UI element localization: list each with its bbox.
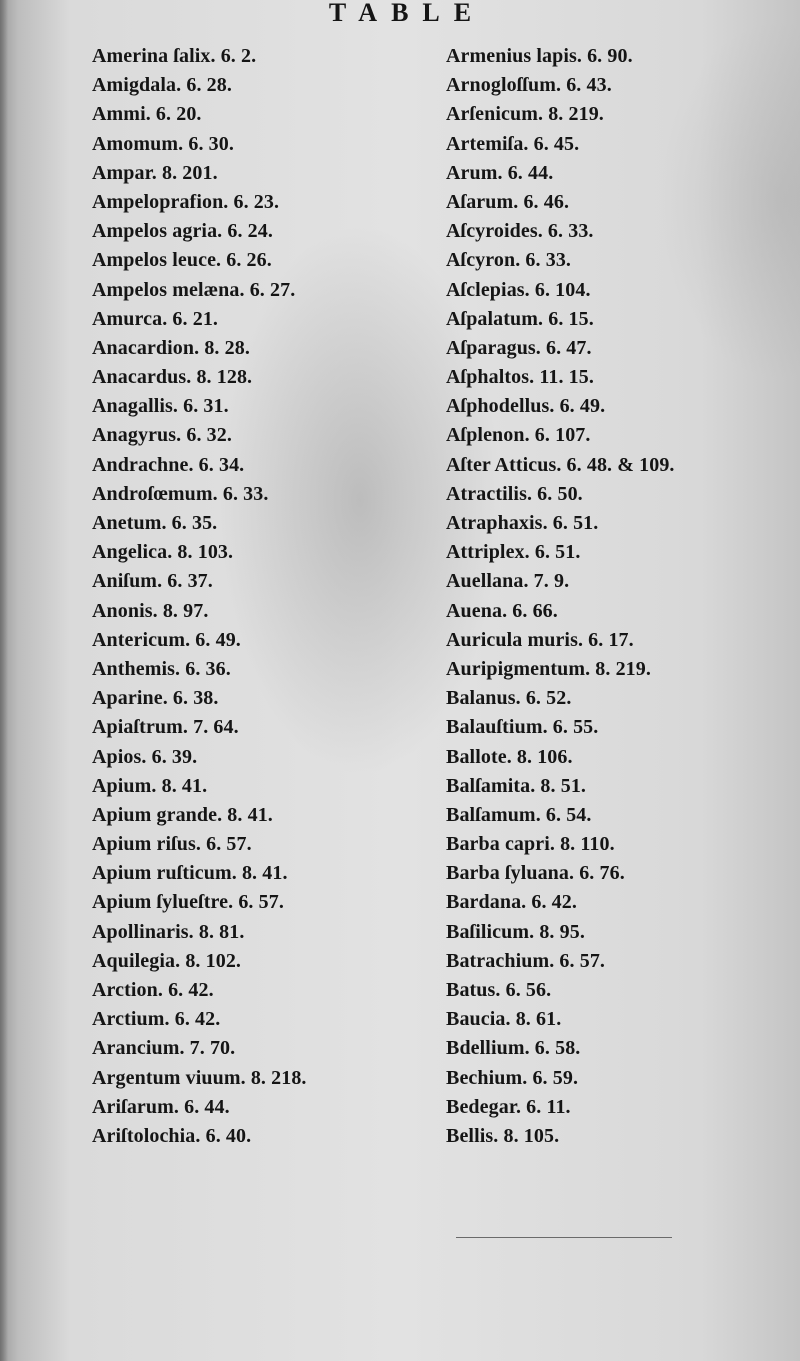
index-entry: Aſparagus. 6. 47. (446, 336, 592, 359)
index-entry: Anacardus. 8. 128. (92, 366, 253, 389)
index-entry: Ballote. 8. 106. (446, 745, 573, 768)
index-entry: Amerina ſalix. 6. 2. (92, 45, 257, 67)
index-entry: Ampar. 8. 201. (92, 161, 218, 184)
index-entry: Bechium. 6. 59. (446, 1066, 579, 1089)
index-entry: Balſamum. 6. 54. (446, 803, 592, 826)
index-entry: Aſpalatum. 6. 15. (446, 307, 594, 330)
index-entry: Aſphaltos. 11. 15. (446, 366, 594, 389)
index-entry: Arum. 6. 44. (446, 161, 554, 184)
index-entry: Apiaſtrum. 7. 64. (92, 716, 239, 739)
index-entry: Ariſarum. 6. 44. (92, 1095, 230, 1118)
index-entry: Amigdala. 6. 28. (92, 74, 232, 97)
index-entry: Apium ſylueſtre. 6. 57. (92, 891, 284, 914)
index-entry: Aquilegia. 8. 102. (92, 949, 242, 972)
index-entry: Arſenicum. 8. 219. (446, 103, 604, 126)
index-entry: Bardana. 6. 42. (446, 891, 577, 914)
page-header: TABLE (328, 0, 486, 27)
index-entry: Aſarum. 6. 46. (446, 190, 570, 213)
index-column-right (446, 42, 796, 1151)
index-entry: Barba capri. 8. 110. (446, 833, 615, 856)
index-entry: Apium riſus. 6. 57. (92, 833, 252, 856)
index-entry: Aparine. 6. 38. (92, 687, 219, 710)
index-entry: Artemiſa. 6. 45. (446, 132, 580, 155)
index-entry: Apollinaris. 8. 81. (92, 920, 245, 943)
index-entry: Ariſtolochia. 6. 40. (92, 1124, 252, 1147)
index-entry: Auellana. 7. 9. (446, 570, 570, 593)
index-entry: Baſilicum. 8. 95. (446, 920, 585, 943)
index-entry: Balſamita. 8. 51. (446, 774, 587, 797)
index-entry: Aſter Atticus. 6. 48. & 109. (446, 453, 675, 476)
index-entry: Argentum viuum. 8. 218. (92, 1066, 307, 1089)
index-entry: Apios. 6. 39. (92, 745, 198, 768)
index-entry: Auena. 6. 66. (446, 599, 558, 622)
index-entry: Anagallis. 6. 31. (92, 395, 229, 418)
index-entry: Atractilis. 6. 50. (446, 482, 583, 505)
index-entry: Amomum. 6. 30. (92, 132, 234, 155)
page-gutter-shadow (0, 0, 8, 1361)
index-entry: Ampelos leuce. 6. 26. (92, 249, 272, 272)
index-entry: Ampelos melæna. 6. 27. (92, 278, 296, 301)
index-entry: Batrachium. 6. 57. (446, 949, 606, 972)
index-entry: Arancium. 7. 70. (92, 1037, 236, 1060)
index-entry: Aſclepias. 6. 104. (446, 278, 591, 301)
index-entry: Bellis. 8. 105. (446, 1124, 560, 1147)
index-entry: Anagyrus. 6. 32. (92, 424, 232, 447)
index-entry: Antericum. 6. 49. (92, 628, 241, 651)
index-entry: Anetum. 6. 35. (92, 512, 218, 534)
index-entry: Angelica. 8. 103. (92, 541, 234, 564)
index-entry: Auricula muris. 6. 17. (446, 628, 634, 651)
index-entry: Androſœmum. 6. 33. (92, 482, 269, 505)
bottom-rule (456, 1237, 672, 1238)
index-entry: Aſcyron. 6. 33. (446, 249, 572, 272)
index-entry: Barba ſyluana. 6. 76. (446, 862, 625, 885)
index-entry: Aniſum. 6. 37. (92, 570, 213, 593)
index-entry: Batus. 6. 56. (446, 979, 552, 1001)
index-entry: Apium grande. 8. 41. (92, 803, 273, 826)
index-entry: Attriplex. 6. 51. (446, 541, 581, 564)
index-entry: Anthemis. 6. 36. (92, 657, 231, 680)
index-column-left (92, 42, 432, 1151)
index-entry: Baucia. 8. 61. (446, 1008, 562, 1031)
index-entry: Bedegar. 6. 11. (446, 1095, 571, 1118)
index-entry: Amurca. 6. 21. (92, 307, 219, 330)
index-entry: Andrachne. 6. 34. (92, 453, 245, 476)
index-entry: Bdellium. 6. 58. (446, 1037, 581, 1060)
index-entry: Apium. 8. 41. (92, 774, 208, 797)
index-entry: Aſcyroides. 6. 33. (446, 220, 594, 243)
index-entry: Armenius lapis. 6. 90. (446, 45, 633, 67)
index-entry: Arction. 6. 42. (92, 979, 214, 1001)
index-entry: Anacardion. 8. 28. (92, 336, 250, 359)
index-entry: Apium ruſticum. 8. 41. (92, 862, 288, 885)
index-entry: Ammi. 6. 20. (92, 103, 202, 126)
index-entry: Aſplenon. 6. 107. (446, 424, 591, 447)
index-entry: Ampeloprafion. 6. 23. (92, 190, 280, 213)
index-entry: Balanus. 6. 52. (446, 687, 572, 710)
index-entry: Anonis. 8. 97. (92, 599, 209, 622)
index-entry: Arctium. 6. 42. (92, 1008, 221, 1031)
index-entry: Arnogloſſum. 6. 43. (446, 74, 612, 97)
index-entry: Ampelos agria. 6. 24. (92, 220, 273, 243)
index-entry: Auripigmentum. 8. 219. (446, 657, 651, 680)
index-entry: Balauſtium. 6. 55. (446, 716, 599, 739)
index-entry: Aſphodellus. 6. 49. (446, 395, 606, 418)
index-entry: Atraphaxis. 6. 51. (446, 512, 599, 534)
